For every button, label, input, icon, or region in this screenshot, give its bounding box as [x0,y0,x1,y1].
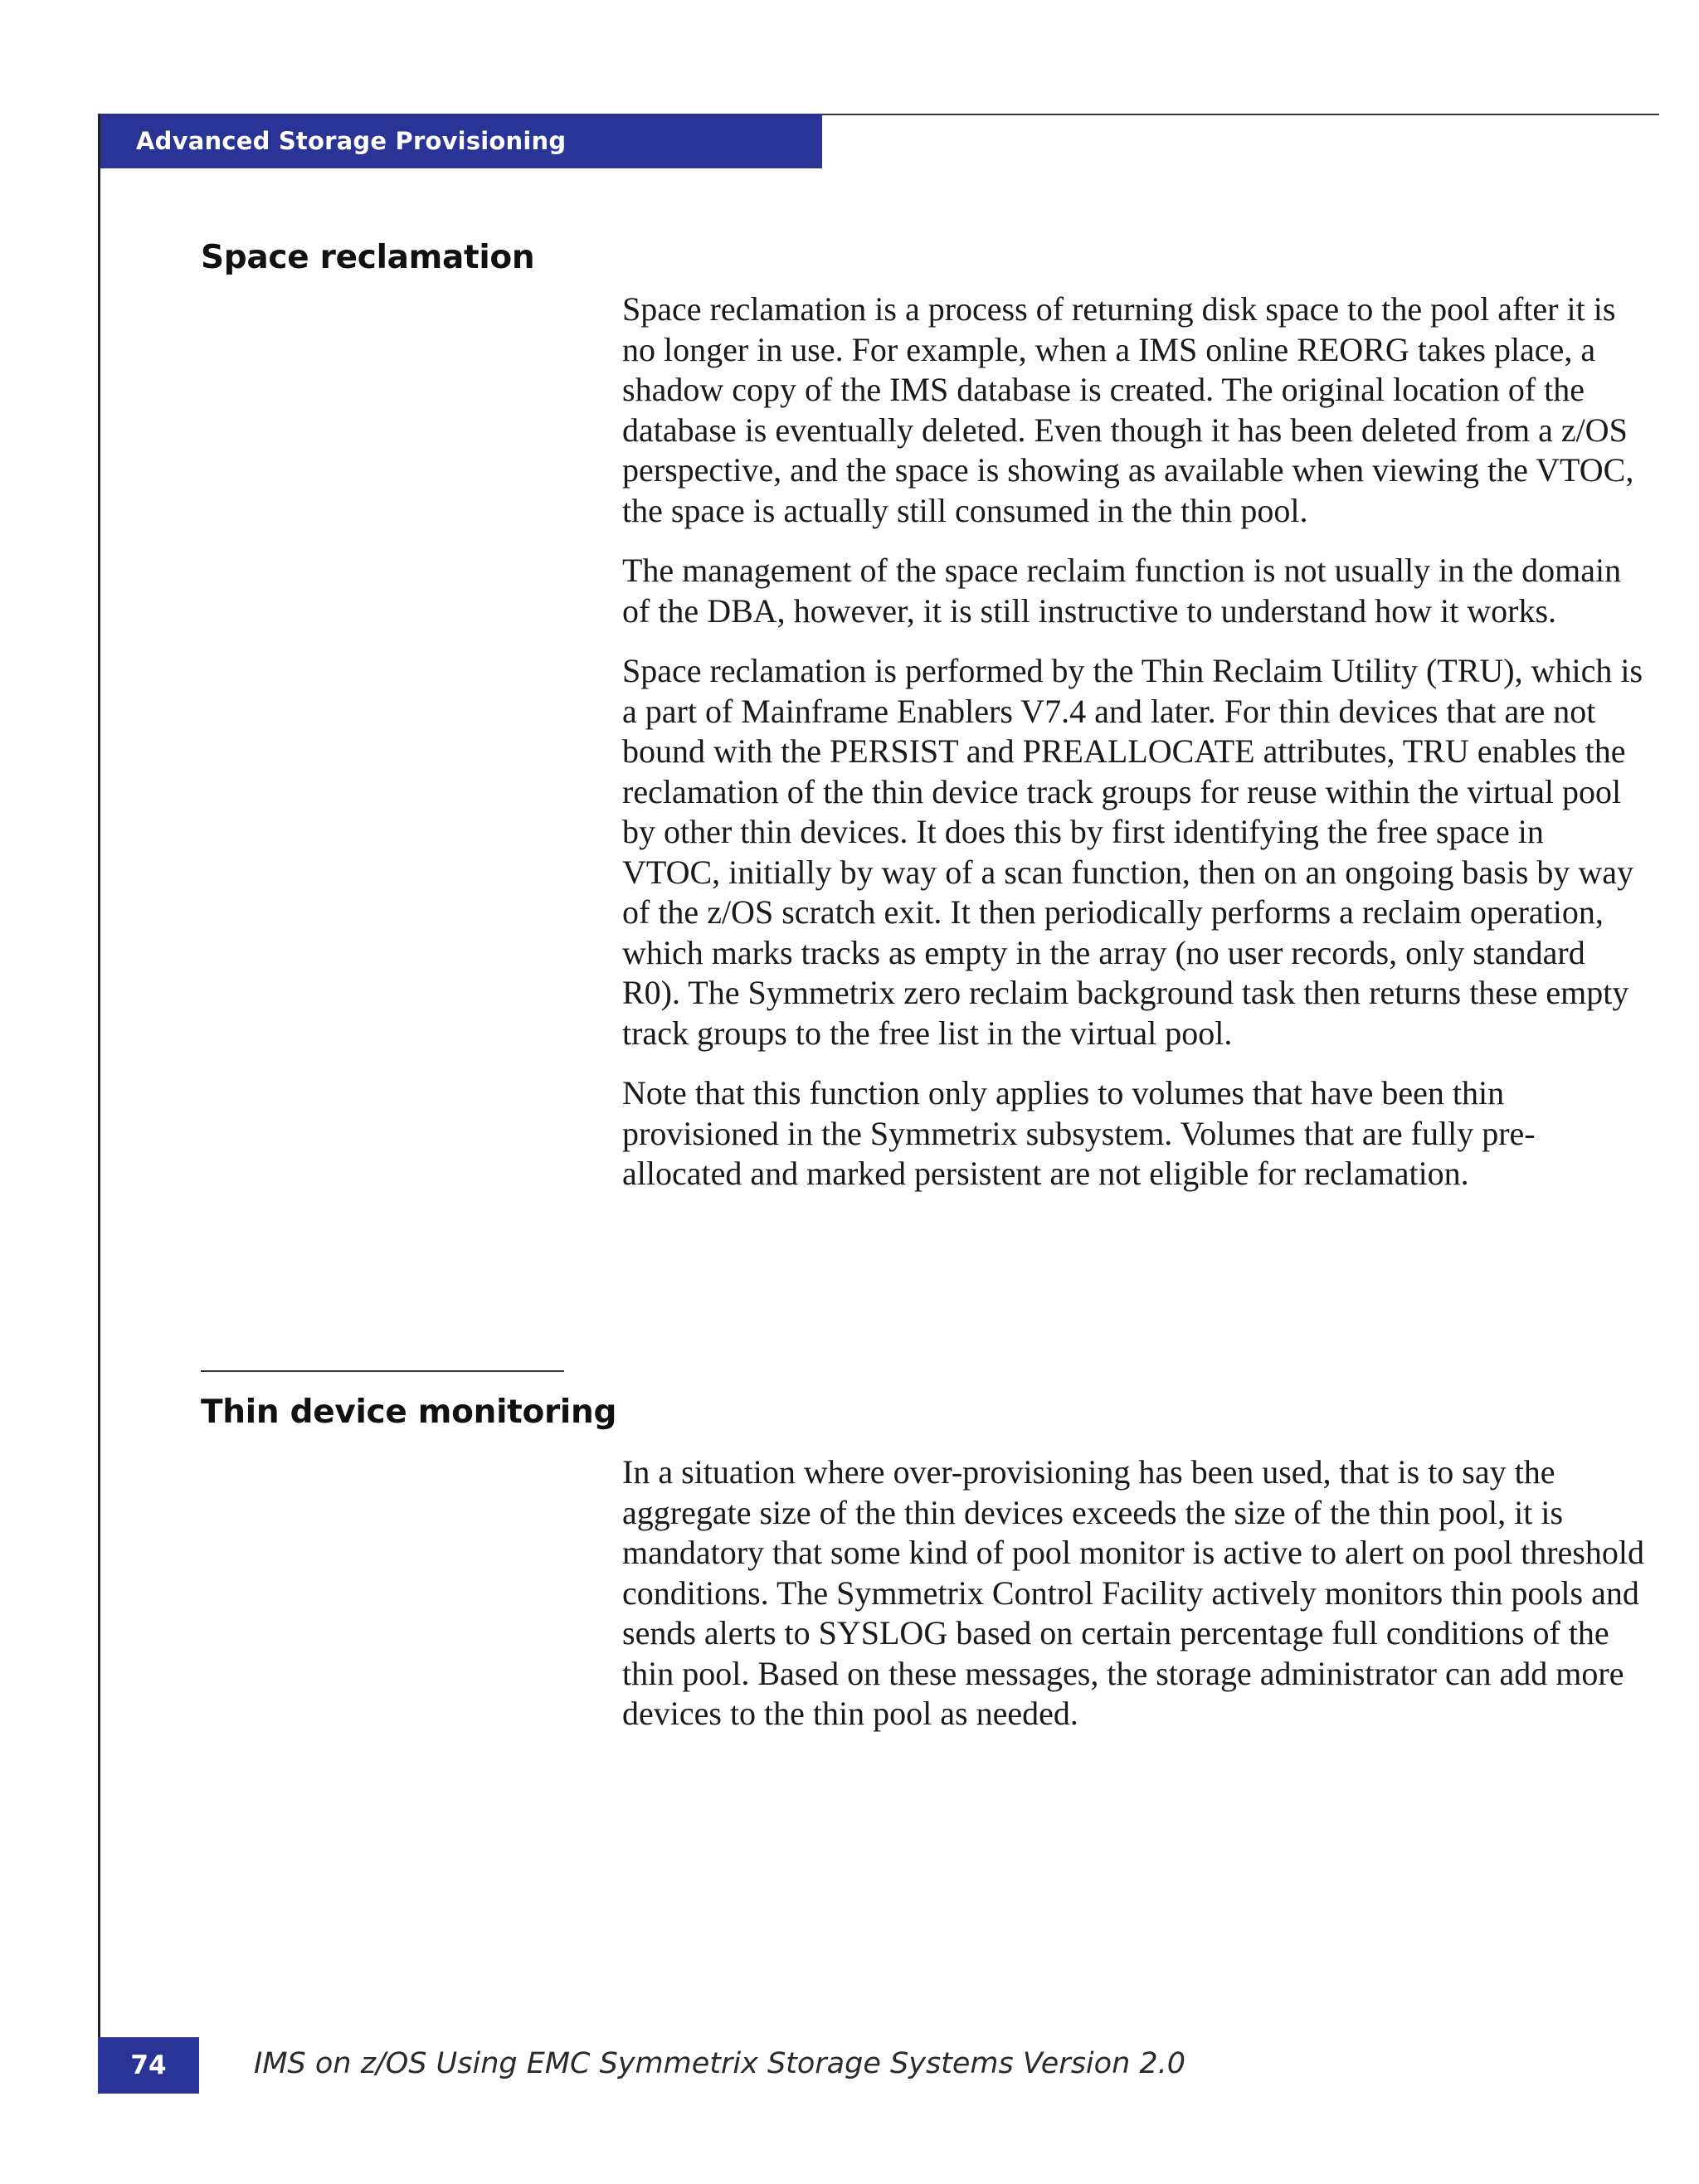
chapter-header-bar [98,114,822,168]
page-number: 74 [130,2050,167,2080]
header-top-rule [821,114,1659,115]
section-heading-thin-device-monitoring: Thin device monitoring [201,1394,617,1431]
paragraph: Space reclamation is performed by the Thin Reclaim Utility (TRU), which is a part of Mainframe Enablers V7.4 and later. For thin devices that are not bound with the PERSIST and PREALLOCATE attributes, TRU enables the reclamation of the thin device track groups for reuse within the virtual pool by other thin devices. It does this by first identifying the free space in VTOC, initially by way of a scan function, then on an ongoing basis by way of the z/OS scratch exit. It then periodically performs a reclaim operation, which marks tracks as empty in the array (no user records, only standard R0). The Symmetrix zero reclaim background task then returns these empty track groups to the free list in the virtual pool. [622,652,1643,1052]
section-heading-space-reclamation: Space reclamation [201,239,535,276]
paragraph: Note that this function only applies to volumes that have been thin provisioned in the Symmetrix subsystem. Volumes that are fully pre-allocated and marked persistent are not eligible for reclamation. [622,1074,1536,1192]
paragraph: Space reclamation is a process of returning disk space to the pool after it is no longer in use. For example, when a IMS online REORG takes place, a shadow copy of the IMS database is created. The original location of the database is eventually deleted. Even though it has been deleted from a z/OS perspective, and the space is showing as available when viewing the VTOC, the space is actually still consumed in the thin pool. [622,290,1634,529]
paragraph: In a situation where over-provisioning has been used, that is to say the aggregate size of the thin devices exceeds the size of the thin pool, it is mandatory that some kind of pool monitor is active to alert on pool threshold conditions. The Symmetrix Control Facility actively monitors thin pools and sends alerts to SYSLOG based on certain percentage full conditions of the thin pool. Based on these messages, the storage administrator can add more devices to the thin pool as needed. [622,1453,1644,1732]
paragraph: The management of the space reclaim function is not usually in the domain of the DBA, however, it is still instructive to understand how it works. [622,552,1622,630]
section-divider [201,1370,564,1372]
footer-book-title: IMS on z/OS Using EMC Symmetrix Storage Systems Version 2.0 [254,2047,1186,2080]
page-number-box [98,2037,199,2094]
section-body-space-reclamation [622,289,1644,1214]
left-margin-rule [98,114,100,2094]
chapter-title: Advanced Storage Provisioning [136,127,567,155]
section-body-thin-device-monitoring [622,1452,1644,1754]
